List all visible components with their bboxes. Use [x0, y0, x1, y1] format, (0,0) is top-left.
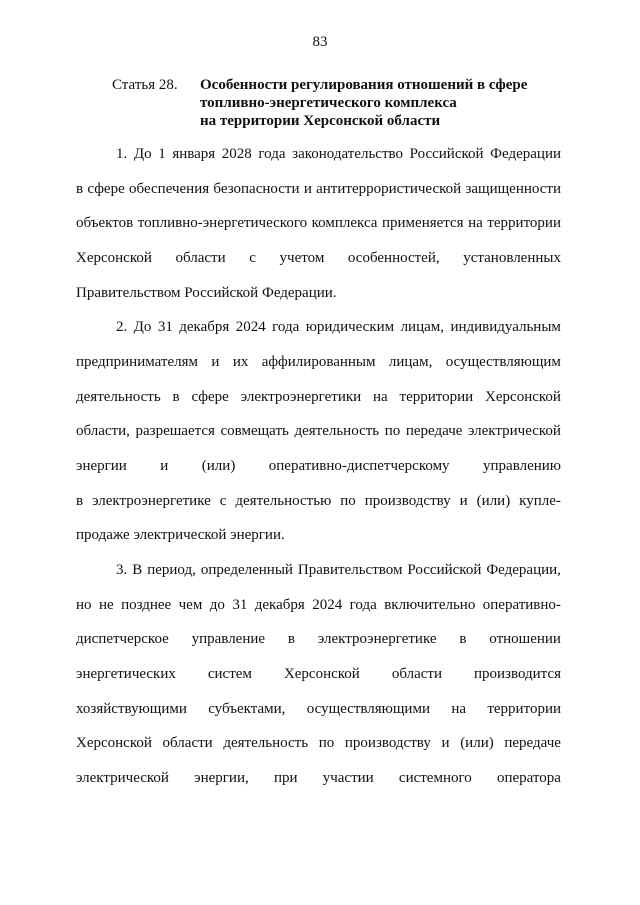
word: сфере	[87, 181, 125, 197]
text-line: Правительством Российской Федерации.	[76, 285, 337, 301]
word: передаче	[504, 735, 561, 751]
word: объектов	[76, 215, 134, 231]
word: (или)	[476, 493, 511, 509]
word: области,	[76, 423, 130, 439]
word: установленных	[463, 250, 561, 266]
text-line	[76, 353, 561, 371]
word: 2.	[116, 319, 128, 335]
word: определенный	[200, 562, 293, 578]
word: учетом	[279, 250, 325, 266]
word: области	[162, 735, 213, 751]
word: и	[211, 354, 220, 370]
text-line	[76, 180, 561, 198]
word: разрешается	[135, 423, 215, 439]
word: на	[373, 389, 388, 405]
word: юридическим	[305, 319, 395, 335]
text-line	[76, 596, 561, 614]
word: энергетических	[76, 666, 176, 682]
word: участии	[322, 770, 374, 786]
word: хозяйствующими	[76, 701, 187, 717]
word: До	[133, 146, 152, 162]
word: года	[272, 319, 300, 335]
word: 2028	[221, 146, 252, 162]
word: передаче	[405, 423, 463, 439]
text-line	[76, 214, 561, 232]
word: аффилированным	[261, 354, 376, 370]
text-line	[76, 769, 561, 787]
word: систем	[207, 666, 252, 682]
word: с	[249, 250, 256, 266]
word: антитеррористической	[316, 181, 462, 197]
word: отношении	[489, 631, 561, 647]
word: Херсонской	[76, 735, 152, 751]
word: совмещать	[220, 423, 289, 439]
word: Херсонской	[485, 389, 561, 405]
word: года	[258, 146, 286, 162]
text-line	[76, 249, 561, 267]
word: декабря	[179, 319, 230, 335]
word: осуществляющими	[306, 701, 430, 717]
word: территории	[399, 389, 474, 405]
word: (или)	[460, 735, 494, 751]
word: по	[384, 423, 401, 439]
word: лицам,	[388, 354, 433, 370]
word: в	[76, 181, 84, 197]
text-line: продаже электрической энергии.	[76, 527, 285, 543]
word: на	[451, 701, 466, 717]
word: обеспечения	[129, 181, 210, 197]
word: их	[232, 354, 249, 370]
word: деятельность	[223, 735, 309, 751]
word: системного	[398, 770, 472, 786]
word: 2024	[235, 319, 266, 335]
text-line	[76, 700, 561, 718]
word: электроэнергетике	[92, 493, 211, 509]
article-title	[200, 76, 580, 130]
article-title-line: Особенности регулирования отношений в сфере	[200, 77, 528, 93]
word: деятельность	[76, 389, 161, 405]
word: по	[340, 493, 356, 509]
word: В	[132, 562, 143, 578]
word: применяется	[381, 215, 464, 231]
word: января	[172, 146, 216, 162]
word: года	[349, 597, 377, 613]
word: субъектами,	[208, 701, 286, 717]
word: на	[468, 215, 483, 231]
word: управление	[191, 631, 266, 647]
word: производству	[364, 493, 451, 509]
word: энергии,	[194, 770, 249, 786]
word: деятельностью	[235, 493, 332, 509]
word: и	[160, 458, 169, 474]
word: диспетчерское	[76, 631, 169, 647]
word: лицам,	[400, 319, 445, 335]
word: 31	[232, 597, 248, 613]
word: осуществляющим	[445, 354, 561, 370]
word: включительно	[384, 597, 476, 613]
word: управлению	[483, 458, 561, 474]
word: в	[76, 493, 84, 509]
word: с	[219, 493, 227, 509]
word: Федерации,	[486, 562, 561, 578]
word: производству	[344, 735, 431, 751]
word: законодательство	[292, 146, 403, 162]
word: До	[133, 319, 152, 335]
word: области	[175, 250, 226, 266]
word: период,	[147, 562, 196, 578]
text-line	[76, 422, 561, 440]
word: электроэнергетике	[317, 631, 437, 647]
text-line	[116, 561, 561, 579]
word: территории	[487, 701, 561, 717]
page-number: 83	[312, 34, 328, 50]
article-title-line: топливно-энергетического комплекса	[200, 95, 457, 111]
word: (или)	[201, 458, 236, 474]
word: электрической	[468, 423, 561, 439]
word: индивидуальным	[450, 319, 561, 335]
word: электроэнергетики	[240, 389, 362, 405]
word: и	[303, 181, 312, 197]
text-line	[116, 318, 561, 336]
word: оперативно-диспетчерскому	[268, 458, 450, 474]
word: энергии	[76, 458, 127, 474]
word: оператора	[496, 770, 561, 786]
word: в	[172, 389, 180, 405]
word: при	[273, 770, 298, 786]
word: оперативно-	[482, 597, 561, 613]
text-line	[116, 145, 561, 163]
word: 2024	[312, 597, 343, 613]
word: чем	[178, 597, 203, 613]
word: производится	[473, 666, 561, 682]
word: Правительством	[297, 562, 403, 578]
word: до	[209, 597, 225, 613]
text-line	[76, 457, 561, 475]
text-line	[76, 665, 561, 683]
word: Херсонской	[76, 250, 152, 266]
text-line	[76, 388, 561, 406]
word: 1.	[116, 146, 128, 162]
word: Российской	[409, 146, 484, 162]
word: комплекса	[311, 215, 378, 231]
word: и	[459, 493, 468, 509]
text-line	[76, 734, 561, 752]
word: безопасности	[213, 181, 300, 197]
text-line	[76, 630, 561, 648]
word: территории	[487, 215, 561, 231]
word: Федерации	[490, 146, 561, 162]
word: купле-	[519, 493, 561, 509]
word: но	[76, 597, 92, 613]
word: в	[459, 631, 467, 647]
word: сфере	[191, 389, 229, 405]
word: 1	[158, 146, 166, 162]
word: предпринимателям	[76, 354, 198, 370]
word: 3.	[116, 562, 128, 578]
word: позднее	[121, 597, 172, 613]
word: деятельность	[294, 423, 380, 439]
word: 31	[157, 319, 173, 335]
word: не	[98, 597, 114, 613]
article-title-line: на территории Херсонской области	[200, 113, 441, 129]
word: защищенности	[465, 181, 561, 197]
word: топливно-энергетического	[137, 215, 308, 231]
word: Херсонской	[283, 666, 360, 682]
word: Российской	[407, 562, 482, 578]
text-line	[76, 492, 561, 510]
word: по	[318, 735, 335, 751]
word: в	[287, 631, 295, 647]
word: и	[441, 735, 450, 751]
word: особенностей,	[347, 250, 440, 266]
word: электрической	[76, 770, 169, 786]
article-label: Статья 28.	[112, 77, 178, 93]
word: декабря	[254, 597, 305, 613]
word: области	[391, 666, 442, 682]
